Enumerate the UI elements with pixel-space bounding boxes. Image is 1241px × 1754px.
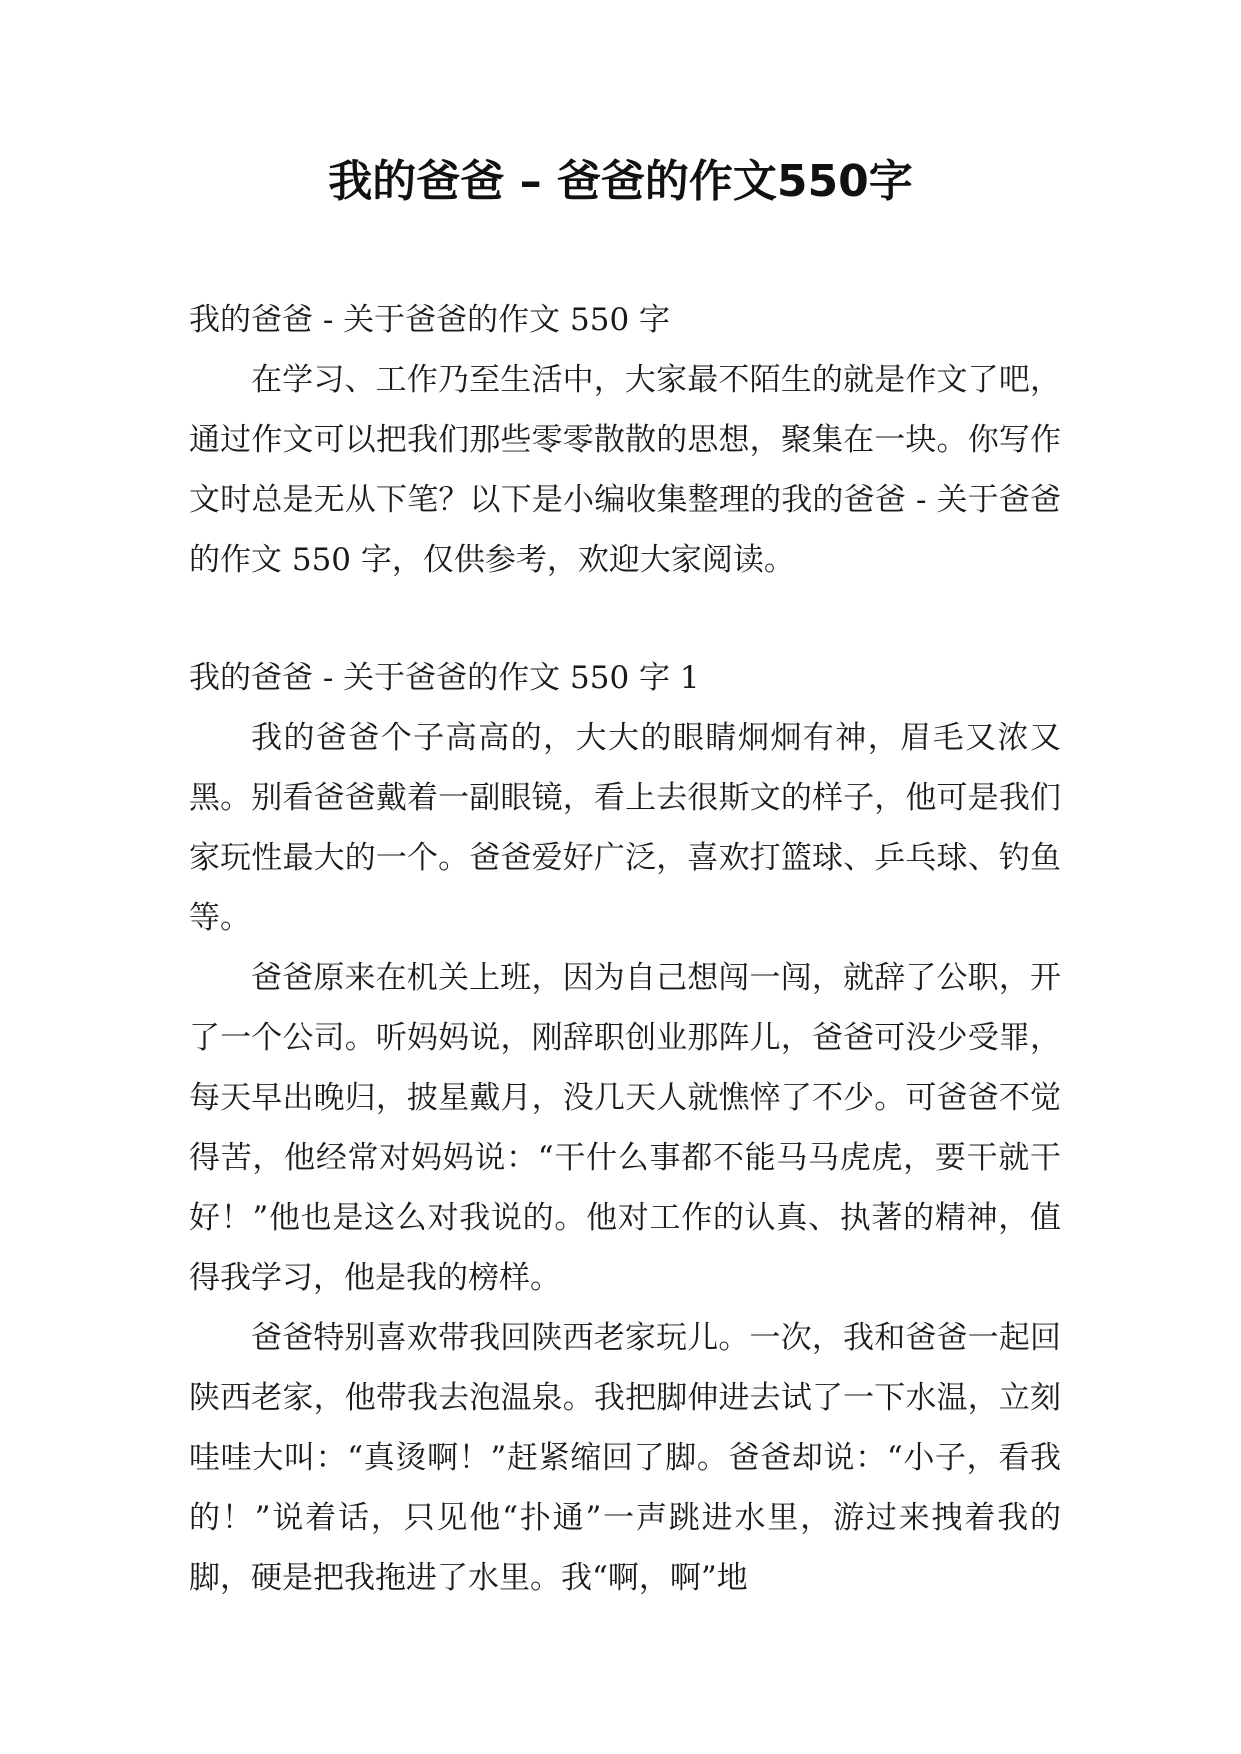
document-title: 我的爸爸 – 爸爸的作文550字 xyxy=(328,156,913,207)
paragraph: 爸爸特别喜欢带我回陕西老家玩儿。一次，我和爸爸一起回陕西老家，他带我去泡温泉。我把脚伸进去试了一下水温，立刻哇哇大叫：“真烫啊！”赶紧缩回了脚。爸爸却说：“小子，看我的！”说着话，只见他“扑通”一声跳进水里，游过来拽着我的脚，硬是把我拖进了水里。我“啊，啊”地 xyxy=(189,1320,1061,1596)
paragraph: 爸爸原来在机关上班，因为自己想闯一闯，就辞了公职，开了一个公司。听妈妈说，刚辞职创业那阵儿，爸爸可没少受罪，每天早出晚归，披星戴月，没几天人就憔悴了不少。可爸爸不觉得苦，他经常对妈妈说：“干什么事都不能马马虎虎，要干就干好！”他也是这么对我说的。他对工作的认真、执著的精神，值得我学习，他是我的榜样。 xyxy=(189,960,1061,1296)
paragraph: 在学习、工作乃至生活中，大家最不陌生的就是作文了吧，通过作文可以把我们那些零零散散的思想，聚集在一块。你写作文时总是无从下笔？以下是小编收集整理的我的爸爸 - 关于爸爸的作文 550 字，仅供参考，欢迎大家阅读。 xyxy=(189,362,1061,578)
paragraph: 我的爸爸个子高高的，大大的眼睛炯炯有神，眉毛又浓又黑。别看爸爸戴着一副眼镜，看上去很斯文的样子，他可是我们家玩性最大的一个。爸爸爱好广泛，喜欢打篮球、乒乓球、钓鱼等。 xyxy=(189,720,1061,936)
section-heading: 我的爸爸 - 关于爸爸的作文 550 字 xyxy=(189,302,671,338)
document-body xyxy=(189,290,1061,1608)
section-heading: 我的爸爸 - 关于爸爸的作文 550 字 1 xyxy=(189,660,700,696)
section-spacer xyxy=(189,590,1061,648)
